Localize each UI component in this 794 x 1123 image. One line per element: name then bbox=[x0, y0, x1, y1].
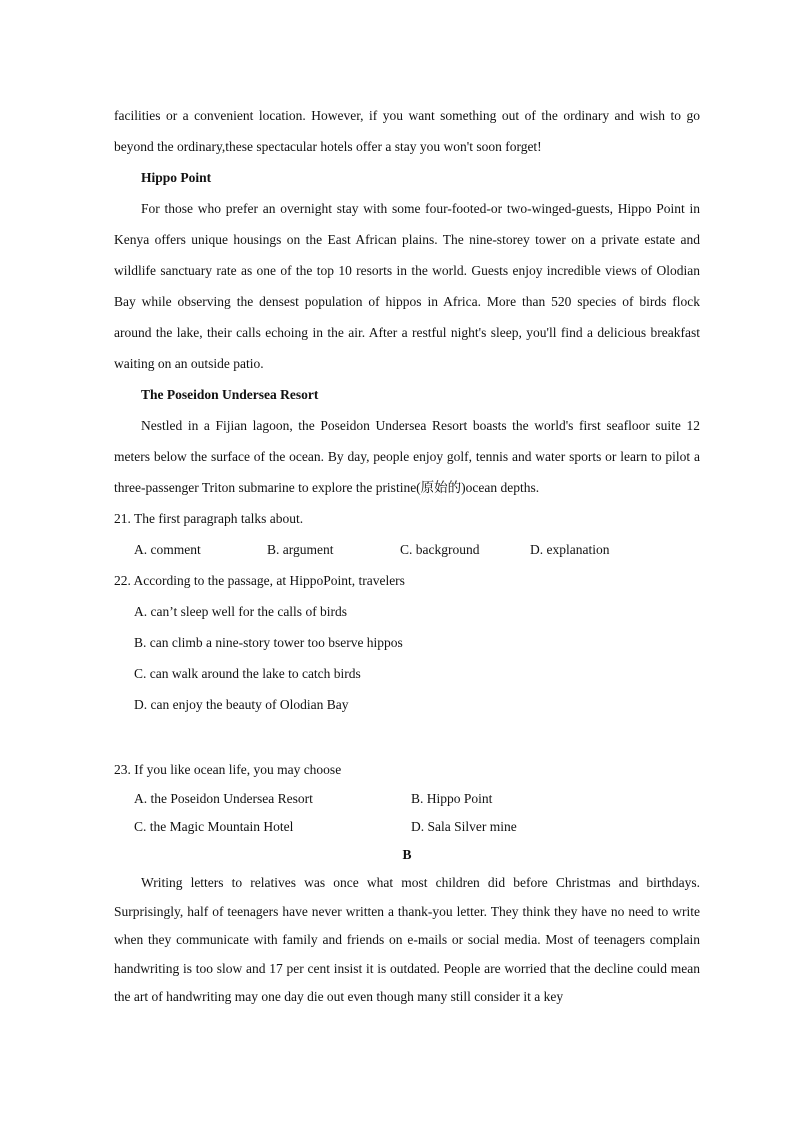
option-22-a: A. can’t sleep well for the calls of birds bbox=[134, 604, 348, 619]
option-23-d: D. Sala Silver mine bbox=[411, 819, 517, 834]
document-content bbox=[114, 100, 700, 1012]
intro-paragraph: facilities or a convenient location. However, if you want something out of the ordinary and wish to go beyond the ordinary,these spectacular hotels offer a stay you won't soon forget! bbox=[114, 108, 700, 154]
question-23-options bbox=[114, 785, 700, 841]
option-23-c: C. the Magic Mountain Hotel bbox=[134, 819, 294, 834]
poseidon-paragraph: Nestled in a Fijian lagoon, the Poseidon Undersea Resort boasts the world's first seafloor suite 12 meters below the surface of the ocean. By day, people enjoy golf, tennis and water sports or learn to pilot a three-passenger Triton submarine to explore the pristine(原始的)ocean depths. bbox=[114, 418, 700, 495]
spacer bbox=[114, 720, 700, 754]
question-23: 23. If you like ocean life, you may choose bbox=[114, 762, 342, 777]
section-b-paragraph: Writing letters to relatives was once what most children did before Christmas and birthdays. Surprisingly, half of teenagers have never written a thank-you letter. They think they have no need to write when they communicate with family and friends on e-mails or social media. Most of teenagers complain handwriting is too slow and 17 per cent insist it is outdated. People are worried that the decline could mean the art of handwriting may one day die out even though many still consider it a key bbox=[114, 875, 700, 1005]
poseidon-heading: The Poseidon Undersea Resort bbox=[141, 387, 319, 402]
hippo-point-heading: Hippo Point bbox=[141, 170, 212, 185]
option-21-c: C. background bbox=[400, 542, 480, 557]
section-b-label: B bbox=[402, 847, 412, 862]
question-21: 21. The first paragraph talks about. bbox=[114, 511, 304, 526]
option-21-b: B. argument bbox=[267, 542, 334, 557]
option-22-b: B. can climb a nine-story tower too bserve hippos bbox=[134, 635, 403, 650]
option-23-b: B. Hippo Point bbox=[411, 791, 493, 806]
option-21-a: A. comment bbox=[134, 542, 201, 557]
option-22-d: D. can enjoy the beauty of Olodian Bay bbox=[134, 697, 349, 712]
option-22-c: C. can walk around the lake to catch birds bbox=[134, 666, 361, 681]
option-23-a: A. the Poseidon Undersea Resort bbox=[134, 791, 313, 806]
hippo-point-paragraph: For those who prefer an overnight stay with some four-footed-or two-winged-guests, Hippo Point in Kenya offers unique housings on the East African plains. The nine-storey tower on a private estate and wildlife sanctuary rate as one of the top 10 resorts in the world. Guests enjoy incredible views of Olodian Bay while observing the densest population of hippos in Africa. More than 520 species of birds flock around the lake, their calls echoing in the air. After a restful night's sleep, you'll find a delicious breakfast waiting on an outside patio. bbox=[114, 201, 700, 371]
option-21-d: D. explanation bbox=[530, 542, 610, 557]
question-22: 22. According to the passage, at HippoPoint, travelers bbox=[114, 573, 405, 588]
question-21-options bbox=[114, 534, 700, 565]
